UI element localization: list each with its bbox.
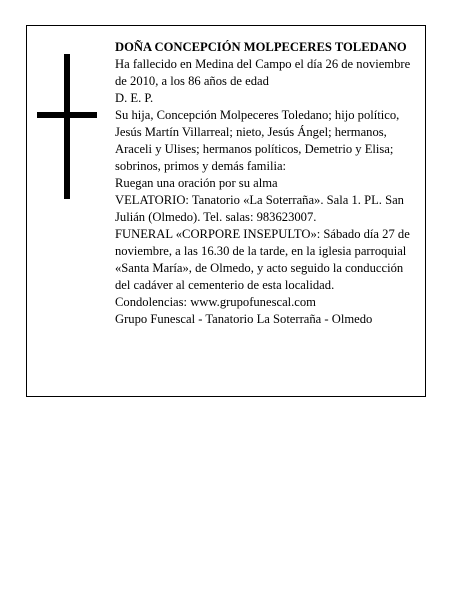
deceased-name: DOÑA CONCEPCIÓN MOLPECERES TOLEDANO bbox=[115, 40, 407, 54]
funeral-company: Grupo Funescal - Tanatorio La Soterraña - Olmedo bbox=[115, 312, 373, 326]
condolences-info: Condolencias: www.grupofunescal.com bbox=[115, 295, 316, 309]
family-list: Su hija, Concepción Molpeceres Toledano; hijo político, Jesús Martín Villarreal; nieto, Jesús Ángel; hermanos, Araceli y Ulises; hermanos políticos, Demetrio y Elisa; sobrinos, primos y demás familia: bbox=[115, 108, 400, 173]
rest-in-peace: D. E. P. bbox=[115, 91, 154, 105]
cross-vertical-bar bbox=[64, 54, 70, 199]
prayer-request: Ruegan una oración por su alma bbox=[115, 176, 278, 190]
cross-horizontal-bar bbox=[37, 112, 97, 118]
death-info: Ha fallecido en Medina del Campo el día 26 de noviembre de 2010, a los 86 años de edad bbox=[115, 57, 411, 88]
notice-content bbox=[115, 39, 421, 328]
cross-icon bbox=[37, 54, 97, 199]
obituary-notice bbox=[26, 25, 426, 397]
funeral-info: FUNERAL «CORPORE INSEPULTO»: Sábado día 27 de noviembre, a las 16.30 de la tarde, en la iglesia parroquial «Santa María», de Olmedo, y acto seguido la conducción del cadáver al cementerio de esta localidad. bbox=[115, 227, 410, 292]
wake-info: VELATORIO: Tanatorio «La Soterraña». Sala 1. PL. San Julián (Olmedo). Tel. salas: 983623007. bbox=[115, 193, 404, 224]
